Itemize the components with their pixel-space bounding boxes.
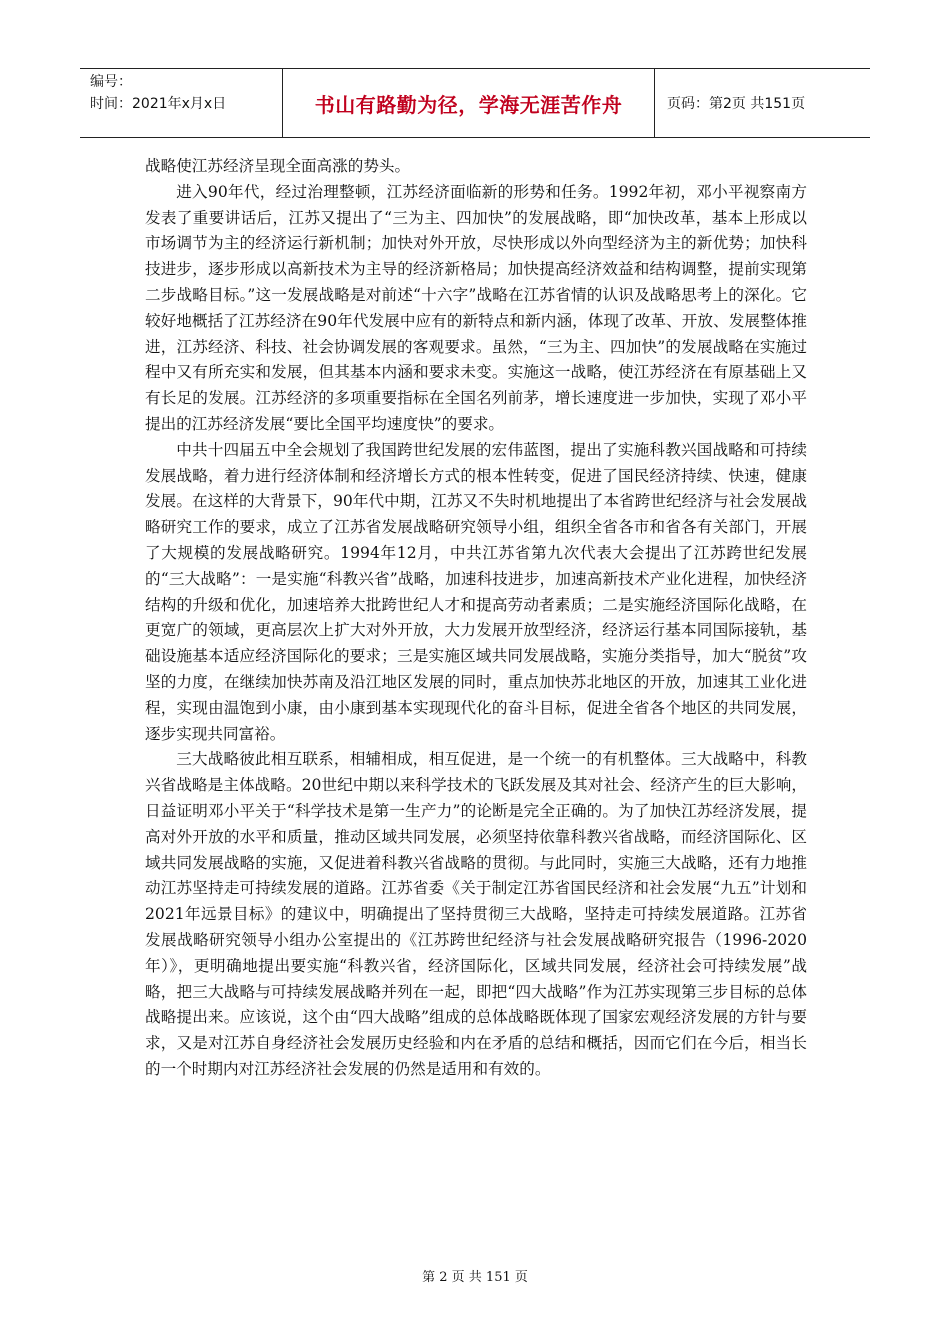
- body-paragraph: 战略使江苏经济呈现全面高涨的势头。: [145, 157, 411, 175]
- header-motto: 书山有路勤为径，学海无涯苦作舟: [314, 92, 623, 117]
- body-paragraph: 中共十四届五中全会规划了我国跨世纪发展的宏伟蓝图，提出了实施科教兴国战略和可持续发展战略，着力进行经济体制和经济增长方式的根本性转变，促进了国民经济持续、快速，健康发展。在这样的大背景下，90年代中期，江苏又不失时机地提出了本省跨世纪经济与社会发展战略研究工作的要求，成立了江苏省发展战略研究领导小组，组织全省各市和省各有关部门，开展了大规模的发展战略研究。1994年12月，中共江苏省第九次代表大会提出了江苏跨世纪发展的“三大战略”：一是实施“科教兴省”战略，加速科技进步，加速高新技术产业化进程，加快经济结构的升级和优化，加速培养大批跨世纪人才和提高劳动者素质；二是实施经济国际化战略，在更宽广的领域，更高层次上扩大对外开放，大力发展开放型经济，经济运行基本同国际接轨，基础设施基本适应经济国际化的要求；三是实施区域共同发展战略，实施分类指导，加大“脱贫”攻坚的力度，在继续加快苏南及沿江地区发展的同时，重点加快苏北地区的开放，加速其工业化进程，实现由温饱到小康，由小康到基本实现现代化的奋斗目标，促进全省各个地区的共同发展，逐步实现共同富裕。: [145, 440, 807, 743]
- header-motto-cell: [283, 69, 655, 137]
- document-number-label: 编号：: [90, 74, 132, 90]
- header-page-cell: [655, 69, 870, 137]
- page-header: [80, 68, 870, 138]
- document-body: [145, 154, 807, 1083]
- header-page-number: 页码：第2页 共151页: [667, 96, 806, 112]
- page-footer: [0, 1266, 950, 1285]
- body-paragraph: 进入90年代，经过治理整顿，江苏经济面临新的形势和任务。1992年初，邓小平视察南方发表了重要讲话后，江苏又提出了“三为主、四加快”的发展战略，即“加快改革，基本上形成以市场调节为主的经济运行新机制；加快对外开放，尽快形成以外向型经济为主的新优势；加快科技进步，逐步形成以高新技术为主导的经济新格局；加快提高经济效益和结构调整，提前实现第二步战略目标。”这一发展战略是对前述“十六字”战略在江苏省情的认识及战略思考上的深化。它较好地概括了江苏经济在90年代发展中应有的新特点和新内涵，体现了改革、开放、发展整体推进，江苏经济、科技、社会协调发展的客观要求。虽然，“三为主、四加快”的发展战略在实施过程中又有所充实和发展，但其基本内涵和要求未变。实施这一战略，使江苏经济在有原基础上又有长足的发展。江苏经济的多项重要指标在全国名列前茅，增长速度进一步加快，实现了邓小平提出的江苏经济发展“要比全国平均速度快”的要求。: [145, 182, 807, 433]
- header-meta-cell: [80, 69, 283, 137]
- footer-page-number: 第 2 页 共 151 页: [422, 1270, 528, 1285]
- document-time-label: 时间：2021年x月x日: [90, 96, 227, 112]
- body-paragraph: 三大战略彼此相互联系，相辅相成，相互促进，是一个统一的有机整体。三大战略中，科教兴省战略是主体战略。20世纪中期以来科学技术的飞跃发展及其对社会、经济产生的巨大影响，日益证明邓小平关于“科学技术是第一生产力”的论断是完全正确的。为了加快江苏经济发展，提高对外开放的水平和质量，推动区域共同发展，必须坚持依靠科教兴省战略，而经济国际化、区域共同发展战略的实施，又促进着科教兴省战略的贯彻。与此同时，实施三大战略，还有力地推动江苏坚持走可持续发展的道路。江苏省委《关于制定江苏省国民经济和社会发展“九五”计划和2021年远景目标》的建议中，明确提出了坚持贯彻三大战略，坚持走可持续发展道路。江苏省发展战略研究领导小组办公室提出的《江苏跨世纪经济与社会发展战略研究报告（1996-2020年）》，更明确地提出要实施“科教兴省，经济国际化，区域共同发展，经济社会可持续发展”战略，把三大战略与可持续发展战略并列在一起，即把“四大战略”作为江苏实现第三步目标的总体战略提出来。应该说，这个由“四大战略”组成的总体战略既体现了国家宏观经济发展的方针与要求，又是对江苏自身经济社会发展历史经验和内在矛盾的总结和概括，因而它们在今后，相当长的一个时期内对江苏经济社会发展的仍然是适用和有效的。: [145, 750, 807, 1078]
